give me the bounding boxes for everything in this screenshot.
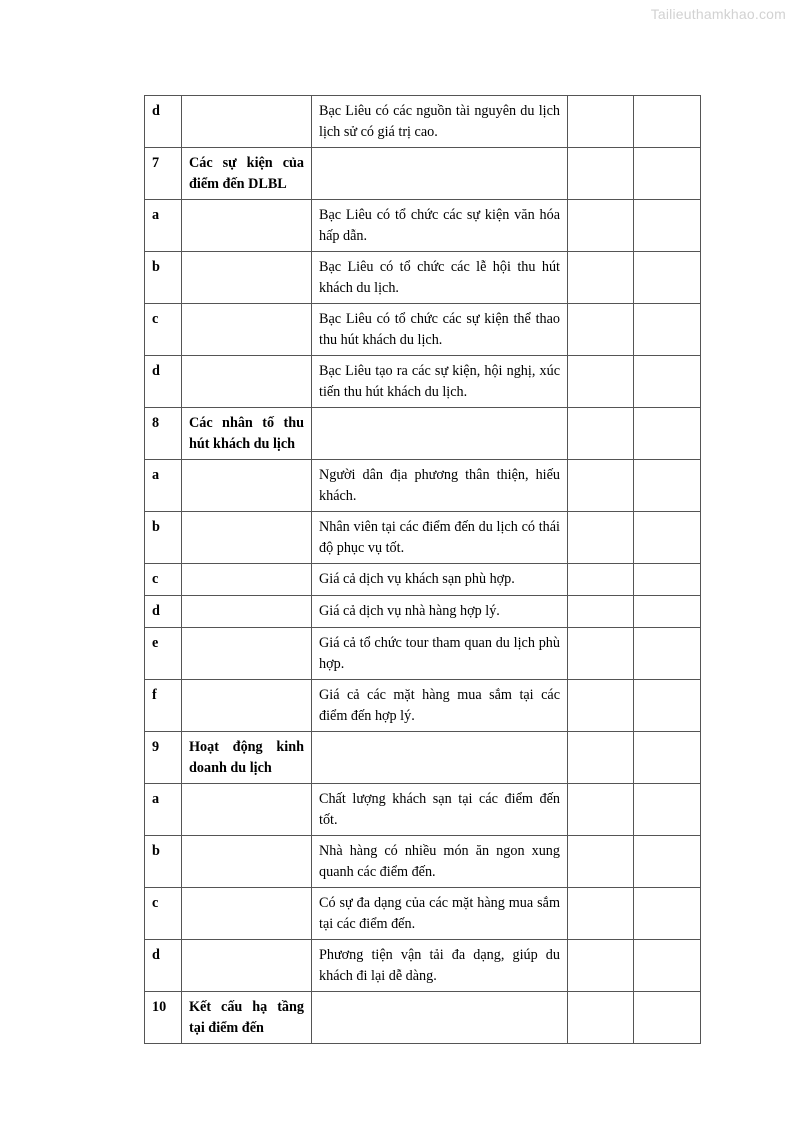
table-row <box>145 356 701 408</box>
row-response-cell-1 <box>568 784 634 836</box>
row-group-cell: Các nhân tố thu hút khách du lịch <box>182 408 312 460</box>
row-code-cell: e <box>145 628 182 680</box>
table-row <box>145 96 701 148</box>
row-response-cell-2 <box>634 680 701 732</box>
row-response-cell-2 <box>634 96 701 148</box>
table-row <box>145 732 701 784</box>
row-group-cell: Hoạt động kinh doanh du lịch <box>182 732 312 784</box>
row-group-cell <box>182 784 312 836</box>
row-code-cell: d <box>145 96 182 148</box>
table-row <box>145 596 701 628</box>
row-response-cell-2 <box>634 512 701 564</box>
watermark-text: Tailieuthamkhao.com <box>650 6 786 22</box>
table-row <box>145 628 701 680</box>
row-response-cell-1 <box>568 596 634 628</box>
row-group-cell <box>182 940 312 992</box>
row-code-cell: d <box>145 356 182 408</box>
row-response-cell-1 <box>568 628 634 680</box>
row-response-cell-2 <box>634 564 701 596</box>
row-response-cell-2 <box>634 356 701 408</box>
row-code-cell: 10 <box>145 992 182 1044</box>
row-response-cell-1 <box>568 564 634 596</box>
table-row <box>145 564 701 596</box>
row-code-cell: c <box>145 564 182 596</box>
table-row <box>145 512 701 564</box>
row-code-cell: c <box>145 304 182 356</box>
row-code-cell: a <box>145 460 182 512</box>
row-response-cell-2 <box>634 200 701 252</box>
row-response-cell-1 <box>568 200 634 252</box>
row-item-cell <box>312 732 568 784</box>
row-item-cell: Phương tiện vận tải đa dạng, giúp du khách đi lại dễ dàng. <box>312 940 568 992</box>
row-response-cell-2 <box>634 628 701 680</box>
table-row <box>145 408 701 460</box>
row-item-cell: Giá cả các mặt hàng mua sắm tại các điểm đến hợp lý. <box>312 680 568 732</box>
row-group-cell <box>182 200 312 252</box>
table-row <box>145 460 701 512</box>
row-group-cell <box>182 836 312 888</box>
row-code-cell: b <box>145 252 182 304</box>
row-response-cell-2 <box>634 148 701 200</box>
row-group-cell <box>182 680 312 732</box>
row-item-cell: Có sự đa dạng của các mặt hàng mua sắm tại các điểm đến. <box>312 888 568 940</box>
row-group-cell <box>182 596 312 628</box>
row-item-cell: Bạc Liêu có các nguồn tài nguyên du lịch lịch sử có giá trị cao. <box>312 96 568 148</box>
row-response-cell-2 <box>634 992 701 1044</box>
row-response-cell-1 <box>568 96 634 148</box>
row-code-cell: a <box>145 200 182 252</box>
row-item-cell <box>312 992 568 1044</box>
row-code-cell: c <box>145 888 182 940</box>
row-response-cell-2 <box>634 784 701 836</box>
table-row <box>145 888 701 940</box>
survey-table <box>144 95 701 1044</box>
row-group-cell <box>182 304 312 356</box>
row-group-cell: Các sự kiện của điểm đến DLBL <box>182 148 312 200</box>
table-row <box>145 148 701 200</box>
row-item-cell: Nhân viên tại các điểm đến du lịch có thái độ phục vụ tốt. <box>312 512 568 564</box>
table-row <box>145 252 701 304</box>
row-item-cell: Giá cả tổ chức tour tham quan du lịch phù hợp. <box>312 628 568 680</box>
table-row <box>145 200 701 252</box>
row-response-cell-1 <box>568 732 634 784</box>
row-response-cell-2 <box>634 888 701 940</box>
row-item-cell: Bạc Liêu tạo ra các sự kiện, hội nghị, xúc tiến thu hút khách du lịch. <box>312 356 568 408</box>
row-code-cell: d <box>145 596 182 628</box>
row-item-cell <box>312 408 568 460</box>
row-code-cell: f <box>145 680 182 732</box>
table-row <box>145 784 701 836</box>
row-item-cell: Bạc Liêu có tổ chức các sự kiện văn hóa hấp dẫn. <box>312 200 568 252</box>
row-response-cell-2 <box>634 940 701 992</box>
row-response-cell-1 <box>568 512 634 564</box>
row-response-cell-1 <box>568 992 634 1044</box>
row-group-cell <box>182 356 312 408</box>
row-response-cell-1 <box>568 836 634 888</box>
row-group-cell <box>182 512 312 564</box>
row-group-cell <box>182 252 312 304</box>
row-group-cell <box>182 888 312 940</box>
table-row <box>145 992 701 1044</box>
row-response-cell-2 <box>634 252 701 304</box>
row-group-cell <box>182 564 312 596</box>
row-response-cell-1 <box>568 940 634 992</box>
row-item-cell: Bạc Liêu có tổ chức các lễ hội thu hút khách du lịch. <box>312 252 568 304</box>
row-code-cell: d <box>145 940 182 992</box>
row-item-cell <box>312 148 568 200</box>
row-response-cell-2 <box>634 836 701 888</box>
row-item-cell: Nhà hàng có nhiều món ăn ngon xung quanh các điểm đến. <box>312 836 568 888</box>
table-row <box>145 680 701 732</box>
row-item-cell: Giá cả dịch vụ khách sạn phù hợp. <box>312 564 568 596</box>
row-response-cell-2 <box>634 408 701 460</box>
row-item-cell: Giá cả dịch vụ nhà hàng hợp lý. <box>312 596 568 628</box>
row-response-cell-1 <box>568 304 634 356</box>
row-group-cell: Kết cấu hạ tầng tại điểm đến <box>182 992 312 1044</box>
row-response-cell-1 <box>568 356 634 408</box>
row-response-cell-1 <box>568 680 634 732</box>
row-code-cell: 8 <box>145 408 182 460</box>
table-row <box>145 836 701 888</box>
row-response-cell-1 <box>568 888 634 940</box>
row-response-cell-2 <box>634 732 701 784</box>
row-response-cell-1 <box>568 252 634 304</box>
row-response-cell-2 <box>634 460 701 512</box>
row-item-cell: Người dân địa phương thân thiện, hiếu khách. <box>312 460 568 512</box>
survey-table-body <box>145 96 701 1044</box>
row-response-cell-1 <box>568 408 634 460</box>
row-response-cell-2 <box>634 304 701 356</box>
table-row <box>145 940 701 992</box>
row-item-cell: Chất lượng khách sạn tại các điểm đến tốt. <box>312 784 568 836</box>
table-row <box>145 304 701 356</box>
row-response-cell-2 <box>634 596 701 628</box>
row-code-cell: 7 <box>145 148 182 200</box>
row-code-cell: 9 <box>145 732 182 784</box>
row-code-cell: b <box>145 512 182 564</box>
row-group-cell <box>182 460 312 512</box>
row-group-cell <box>182 96 312 148</box>
row-item-cell: Bạc Liêu có tổ chức các sự kiện thể thao thu hút khách du lịch. <box>312 304 568 356</box>
row-code-cell: b <box>145 836 182 888</box>
row-group-cell <box>182 628 312 680</box>
row-response-cell-1 <box>568 460 634 512</box>
row-response-cell-1 <box>568 148 634 200</box>
row-code-cell: a <box>145 784 182 836</box>
